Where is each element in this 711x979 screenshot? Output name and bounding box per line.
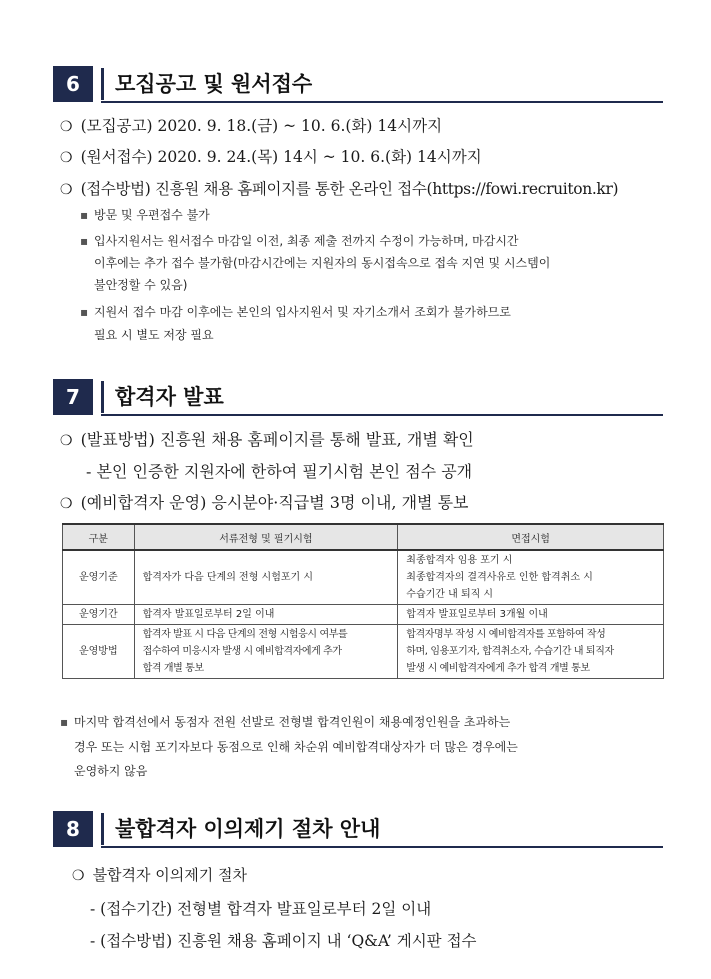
square-bullet-icon: ▪ [80,234,89,248]
section-number: 8 [53,811,93,847]
divider [101,813,104,845]
note-continuation: 경우 또는 시험 포기자보다 동점으로 인해 차순위 예비합격대상자가 더 많은 경우에는 [74,740,518,754]
sub-item: - (접수기간) 전형별 합격자 발표일로부터 2일 이내 [90,900,432,918]
section-title: 모집공고 및 원서접수 [115,72,313,96]
sub-item: - (접수방법) 진흥원 채용 홈페이지 내 ‘Q&A’ 게시판 접수 [90,932,477,950]
row-label: 운영기준 [63,550,135,605]
column-header: 구분 [63,524,135,550]
section-title: 합격자 발표 [115,385,224,409]
divider [101,68,104,100]
note-item: ▪ 방문 및 우편접수 불가 [80,208,210,222]
section-number: 7 [53,379,93,415]
list-item: ❍ (예비합격자 운영) 응시분야·직급별 3명 이내, 개별 통보 [60,493,469,512]
column-header: 서류전형 및 필기시험 [134,524,398,550]
square-bullet-icon: ▪ [80,305,89,319]
section-number: 6 [53,66,93,102]
circle-bullet-icon: ❍ [72,868,85,884]
note-item: ▪ 입사지원서는 원서접수 마감일 이전, 최종 제출 전까지 수정이 가능하며, 마감시간 [80,234,519,248]
note-continuation: 필요 시 별도 저장 필요 [94,328,214,342]
circle-bullet-icon: ❍ [60,433,73,449]
table-row [63,625,664,679]
circle-bullet-icon: ❍ [60,182,73,198]
note-continuation: 이후에는 추가 접수 불가함(마감시간에는 지원자의 동시접속으로 접속 지연 및 시스템이 [94,256,551,270]
note-continuation: 불안정할 수 있음) [94,278,188,292]
table-cell: 최종합격자 임용 포기 시 최종합격자의 결격사유로 인한 합격취소 시 수습기간 내 퇴직 시 [398,550,664,605]
divider [101,846,663,848]
divider [101,101,663,103]
divider [101,381,104,413]
circle-bullet-icon: ❍ [60,119,73,135]
section-7-header [53,379,663,415]
list-item: ❍ (접수방법) 진흥원 채용 홈페이지를 통한 온라인 접수(https://fowi.recruiton.kr) [60,180,619,198]
square-bullet-icon: ▪ [60,715,69,729]
note-continuation: 운영하지 않음 [74,764,148,778]
table-cell: 합격자 발표일로부터 2일 이내 [134,605,398,625]
list-item: ❍ (모집공고) 2020. 9. 18.(금) ~ 10. 6.(화) 14시까지 [60,117,443,135]
reserve-candidate-table [62,523,664,679]
table-header-row [63,524,664,550]
circle-bullet-icon: ❍ [60,496,73,512]
sub-item: - 본인 인증한 지원자에 한하여 필기시험 본인 점수 공개 [86,462,473,481]
table-cell: 합격자 발표일로부터 3개월 이내 [398,605,664,625]
table-row [63,550,664,605]
list-item: ❍ (발표방법) 진흥원 채용 홈페이지를 통해 발표, 개별 확인 [60,430,474,449]
row-label: 운영기간 [63,605,135,625]
section-6-header [53,66,663,102]
list-item: ❍ (원서접수) 2020. 9. 24.(목) 14시 ~ 10. 6.(화) 14시까지 [60,148,482,166]
row-label: 운영방법 [63,625,135,679]
table-cell: 합격자명부 작성 시 예비합격자를 포함하여 작성 하며, 임용포기자, 합격취소자, 수습기간 내 퇴직자 발생 시 예비합격자에게 추가 합격 개별 통보 [398,625,664,679]
section-8-header [53,811,663,847]
note-item: ▪ 지원서 접수 마감 이후에는 본인의 입사지원서 및 자기소개서 조회가 불가하므로 [80,305,511,319]
table-row [63,605,664,625]
table-cell: 합격자가 다음 단계의 전형 시험포기 시 [134,550,398,605]
square-bullet-icon: ▪ [80,208,89,222]
divider [101,414,663,416]
section-title: 불합격자 이의제기 절차 안내 [115,817,381,841]
column-header: 면접시험 [398,524,664,550]
circle-bullet-icon: ❍ [60,150,73,166]
table-cell: 합격자 발표 시 다음 단계의 전형 시험응시 여부를 접수하여 미응시자 발생 시 예비합격자에게 추가 합격 개별 통보 [134,625,398,679]
note-item: ▪ 마지막 합격선에서 동점자 전원 선발로 전형별 합격인원이 채용예정인원을 초과하는 [60,715,511,729]
list-item: ❍ 불합격자 이의제기 절차 [72,866,247,884]
